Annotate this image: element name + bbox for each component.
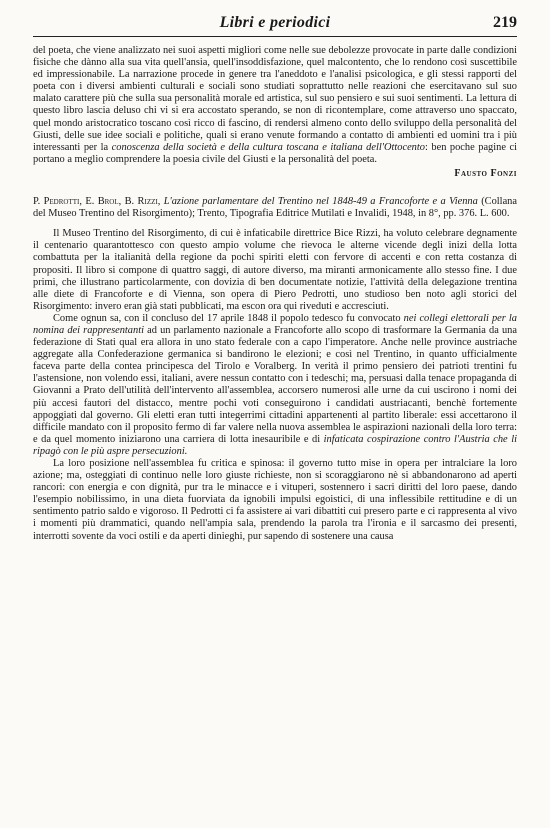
review-two-paragraph-2 — [33, 313, 517, 458]
p2-middle: ad un parlamento nazionale a Francoforte allo scopo di trasformare la Germania da una federazione di Stati qual era allora in uno stato federale con a capo l'imperatore. Anche nelle province austriache aggregate alla Confederazione germanica si bandirono le elezioni; e così nel Trentino, in quanto ufficialmente faceva parte della contea principesca del Tirolo e Voralberg. In verità il primo pensiero dei patrioti trentini fu l'astensione, non volendo essi, italiani, avere nessun contatto con i tedeschi; ma, persuasi dalla tenace propaganda di Giovanni a Prato dell'utilità dell'intervento all'assemblea, accorsero numerosi alle urne da cui uscirono i nomi dei più accesi fautori del distacco, mentre pochi voti conseguirono i candidati austriacanti, benchè fortemente appoggiati dal governo. Gli eletti eran tutti integerrimi cittadini appartenenti al partito liberale: essi accettarono il difficile mandato con il proposito fermo di far valere nella nuova assemblea le aspirazioni nazionali della loro terra: e da quel momento iniziarono una carriera di lotta inesauribile e di — [33, 324, 517, 445]
p2-start: Come ognun sa, con il concluso del 17 aprile 1848 il popolo tedesco fu convocato — [53, 312, 401, 324]
review-two-paragraph-3: La loro posizione nell'assemblea fu critica e spinosa: il governo tutto mise in opera per intralciare la loro azione; ma, osteggiati di continuo nelle loro giuste richieste, non si scoraggiarono nè si abbandonarono ad aperti rancori: con energia e con dignità, pur tra le minacce e i vituperi, sostennero i sacri diritti del loro paese, dando l'esempio nobilissimo, in una dieta fuorviata da ignobili impulsi egoistici, di una inflessibile rettitudine e di un sentimento patrio saldo e vigoroso. Il Pedrotti ci fa assistere ai vari dibattiti cui presero parte e ci rappresenta al vivo i momenti più drammatici, quando nell'ampia sala, prendendo la parola tra l'ironia e il sarcasmo dei presenti, interrotti sovente da voci ostili e da aperti dinieghi, pur sapendo di sostenere una causa — [33, 458, 517, 542]
page-number: 219 — [493, 14, 517, 31]
p2-italic-1: nei collegi elettorali per la nomina dei rappresentanti — [33, 312, 517, 336]
review-two-title: L'azione parlamentare del Trentino nel 1848-49 a Francoforte e a Vienna — [163, 196, 478, 208]
review-two-citation — [33, 196, 517, 220]
signature-name: Fausto Fonzi — [454, 167, 517, 179]
running-head — [33, 14, 517, 37]
review-one-text-end: : ben poche pagine ci portano a meglio comprendere la poesia civile del Giusti e la personalità del poeta. — [33, 141, 517, 165]
signature — [33, 168, 517, 180]
review-two-body — [33, 228, 517, 542]
review-one — [33, 45, 517, 180]
review-two-authors: P. Pedrotti, E. Brol, B. Rizzi, — [33, 196, 161, 208]
review-one-italic: conoscenza della società e della cultura toscana e italiana dell'Ottocento — [111, 141, 425, 153]
running-head-title: Libri e periodici — [219, 14, 331, 31]
review-one-paragraph — [33, 45, 517, 166]
review-two-publication: (Collana del Museo Trentino del Risorgimento); Trento, Tipografia Editrice Mutilati e Invalidi, 1948, in 8°, pp. 376. L. 600. — [33, 196, 517, 220]
p2-italic-2: infaticata cospirazione contro l'Austria che li ripagò con le più aspre persecuzioni. — [33, 433, 517, 457]
section-gap — [33, 180, 517, 196]
review-one-text: del poeta, che viene analizzato nei suoi aspetti migliori come nelle sue debolezze provocate in parte dalle condizioni fisiche che dànno alla sua vita quell'ansia, quell'insoddisfazione, quel malcontento, che lo rendono così suscettibile ed impressionabile. La narrazione procede in genere tra l'aneddoto e l'analisi psicologica, e gli stessi rapporti del poeta con i diversi ambienti culturali e sociali sono studiati soprattutto nelle reazioni che esercitavano sul suo malato carattere più che sulla sua personalità morale ed artistica, sul suo pensiero e sui suoi sentimenti. La lettura di questo libro lascia deluso chi vi si era accostato sperando, se non di ricontemplare, come attraverso uno spaccato, quel mondo aristocratico toscano così ricco di fascino, di rendersi almeno conto dello sviluppo della personalità del Giusti, delle sue idee sociali e politiche, quali si erano venute formando a contatto di ambienti ed uomini tra i più interessanti per la — [33, 45, 517, 153]
review-two-paragraph-1: Il Museo Trentino del Risorgimento, di cui è infaticabile direttrice Bice Rizzi, ha voluto celebrare degnamente il centenario quarantottesco con questo ampio volume che rievoca le alterne vicende degli inizi della lotta combattuta per la italianità della regione da pochi spiriti eletti con fervore di accenti e con retta costanza di propositi. Il libro si compone di quattro saggi, di autore diverso, ma miranti armonicamente allo stesso fine. I due primi, che illustrano particolarmente, con dovizia di ben documentate notizie, l'attività della delegazione trentina alle diete di Francoforte e di Vienna, son opera di Piero Pedrotti, uno studioso ben noto agli storici del Risorgimento: invero eran già stati pubblicati, ma escon ora qui riveduti e accresciuti. — [33, 228, 517, 312]
